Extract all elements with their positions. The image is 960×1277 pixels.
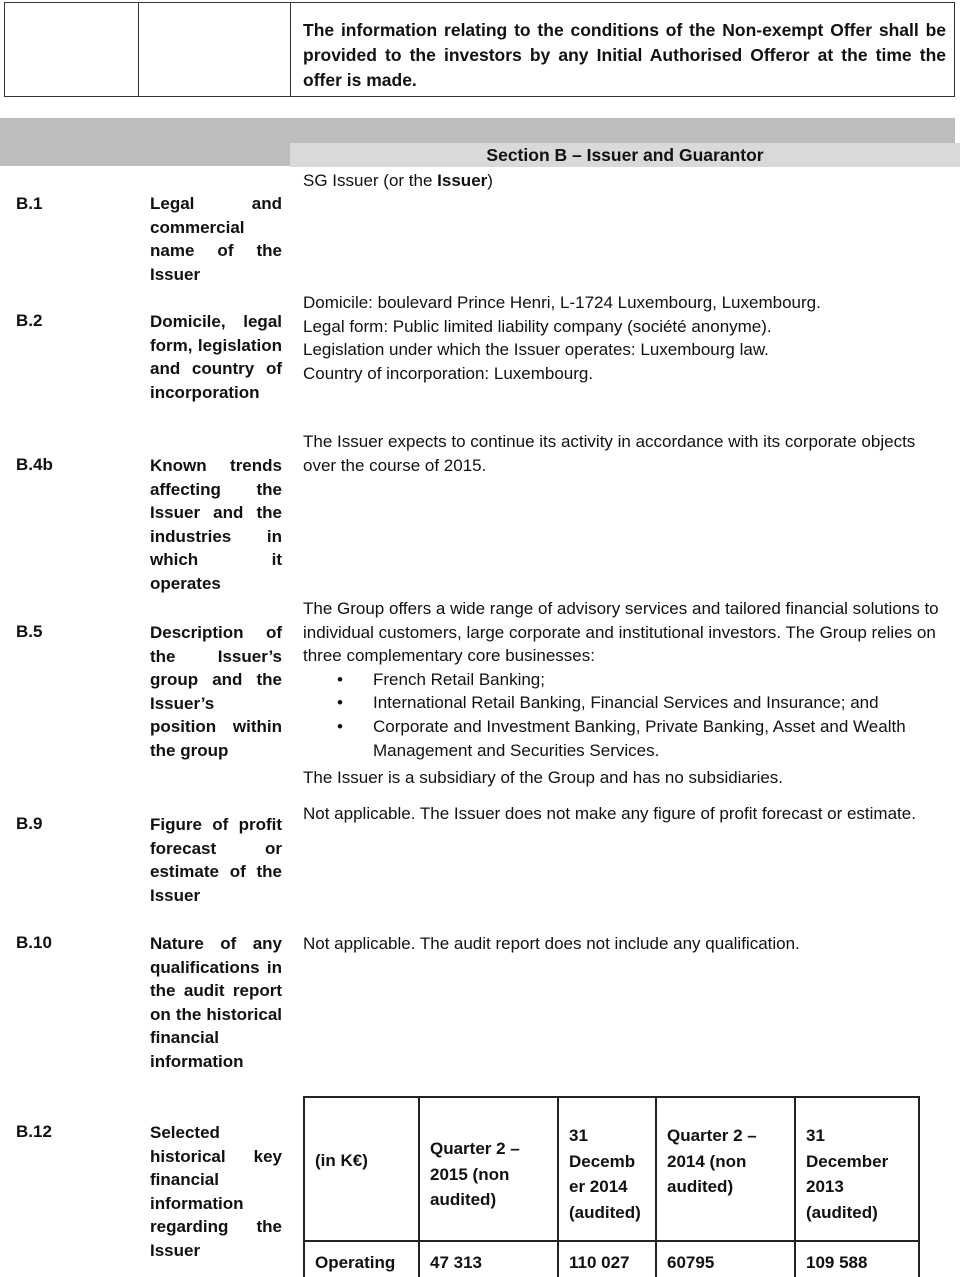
row-label-b1: Legal and commercial name of the Issuer [150, 194, 282, 284]
bullet-icon: • [337, 716, 343, 736]
fin-value-dec-2014: 110 027 [569, 1253, 630, 1272]
row-code-b1: B.1 [16, 194, 43, 213]
row-label-b5: Description of the Issuer’s group and the Issuer’s position within the group [150, 623, 282, 760]
row-code-b9: B.9 [16, 814, 43, 833]
bullet-icon: • [337, 693, 343, 713]
row-code-b12: B.12 [16, 1122, 52, 1141]
b2-domicile: Domicile: boulevard Prince Henri, L-1724 Luxembourg, Luxembourg. [303, 293, 821, 312]
row-code-b4b: B.4b [16, 455, 53, 474]
fin-header-q2-2014: Quarter 2 – 2014 (non audited) [667, 1126, 757, 1196]
row-code-b10: B.10 [16, 933, 52, 952]
row-code-b2: B.2 [16, 311, 43, 330]
b2-legal-form: Legal form: Public limited liability company (société anonyme). [303, 316, 772, 336]
b5-text [303, 597, 948, 790]
list-item: • French Retail Banking; [303, 668, 948, 692]
fin-value-dec-2013: 109 588 [806, 1253, 868, 1272]
b1-text: SG Issuer (or the Issuer) [303, 171, 493, 190]
row-label-b4b: Known trends affecting the Issuer and the industries in which it operates [150, 456, 282, 593]
b10-text: Not applicable. The audit report does not include any qualification. [303, 934, 800, 953]
defined-term: Issuer [437, 171, 488, 190]
row-code-b5: B.5 [16, 622, 43, 641]
list-item: • International Retail Banking, Financial Services and Insurance; and [303, 691, 948, 715]
section-title: Section B – Issuer and Guarantor [290, 143, 960, 167]
fin-header-dec-2013: 31 December 2013 (audited) [806, 1126, 889, 1222]
b2-text [303, 291, 948, 385]
b5-intro: The Group offers a wide range of advisory services and tailored financial solutions to individual customers, large corporate and institutional investors. The Group relies on three complementary core businesses: [303, 599, 939, 666]
bullet-icon: • [337, 669, 343, 689]
row-label-b10: Nature of any qualifications in the audit report on the historical financial information [150, 934, 282, 1071]
fin-value-q2-2015: 47 313 [430, 1253, 482, 1272]
b5-outro: The Issuer is a subsidiary of the Group and has no subsidiaries. [303, 768, 784, 788]
list-item: • Corporate and Investment Banking, Private Banking, Asset and Wealth Management and Securities Services. [337, 716, 906, 760]
fin-value-q2-2014: 60795 [667, 1253, 715, 1272]
row-label-b12: Selected historical key financial information regarding the Issuer [150, 1123, 282, 1260]
row-label-b2: Domicile, legal form, legislation and country of incorporation [150, 312, 282, 402]
row-label-b9: Figure of profit forecast or estimate of the Issuer [150, 815, 282, 905]
fin-row-label: Operating [315, 1253, 396, 1272]
b4b-text: The Issuer expects to continue its activity in accordance with its corporate objects over the course of 2015. [303, 432, 916, 475]
b9-text: Not applicable. The Issuer does not make any figure of profit forecast or estimate. [303, 804, 916, 823]
fin-header-q2-2015: Quarter 2 – 2015 (non audited) [430, 1139, 520, 1209]
fin-header-unit: (in K€) [315, 1151, 368, 1170]
b5-bullet-list [303, 668, 948, 762]
non-exempt-offer-notice: The information relating to the conditions of the Non-exempt Offer shall be provided to the investors by any Initial Authorised Offeror at the time the offer is made. [303, 20, 946, 90]
b2-country: Country of incorporation: Luxembourg. [303, 363, 594, 383]
fin-header-dec-2014: 31 Decemb er 2014 (audited) [569, 1126, 641, 1222]
b2-legislation: Legislation under which the Issuer operates: Luxembourg law. [303, 340, 769, 360]
